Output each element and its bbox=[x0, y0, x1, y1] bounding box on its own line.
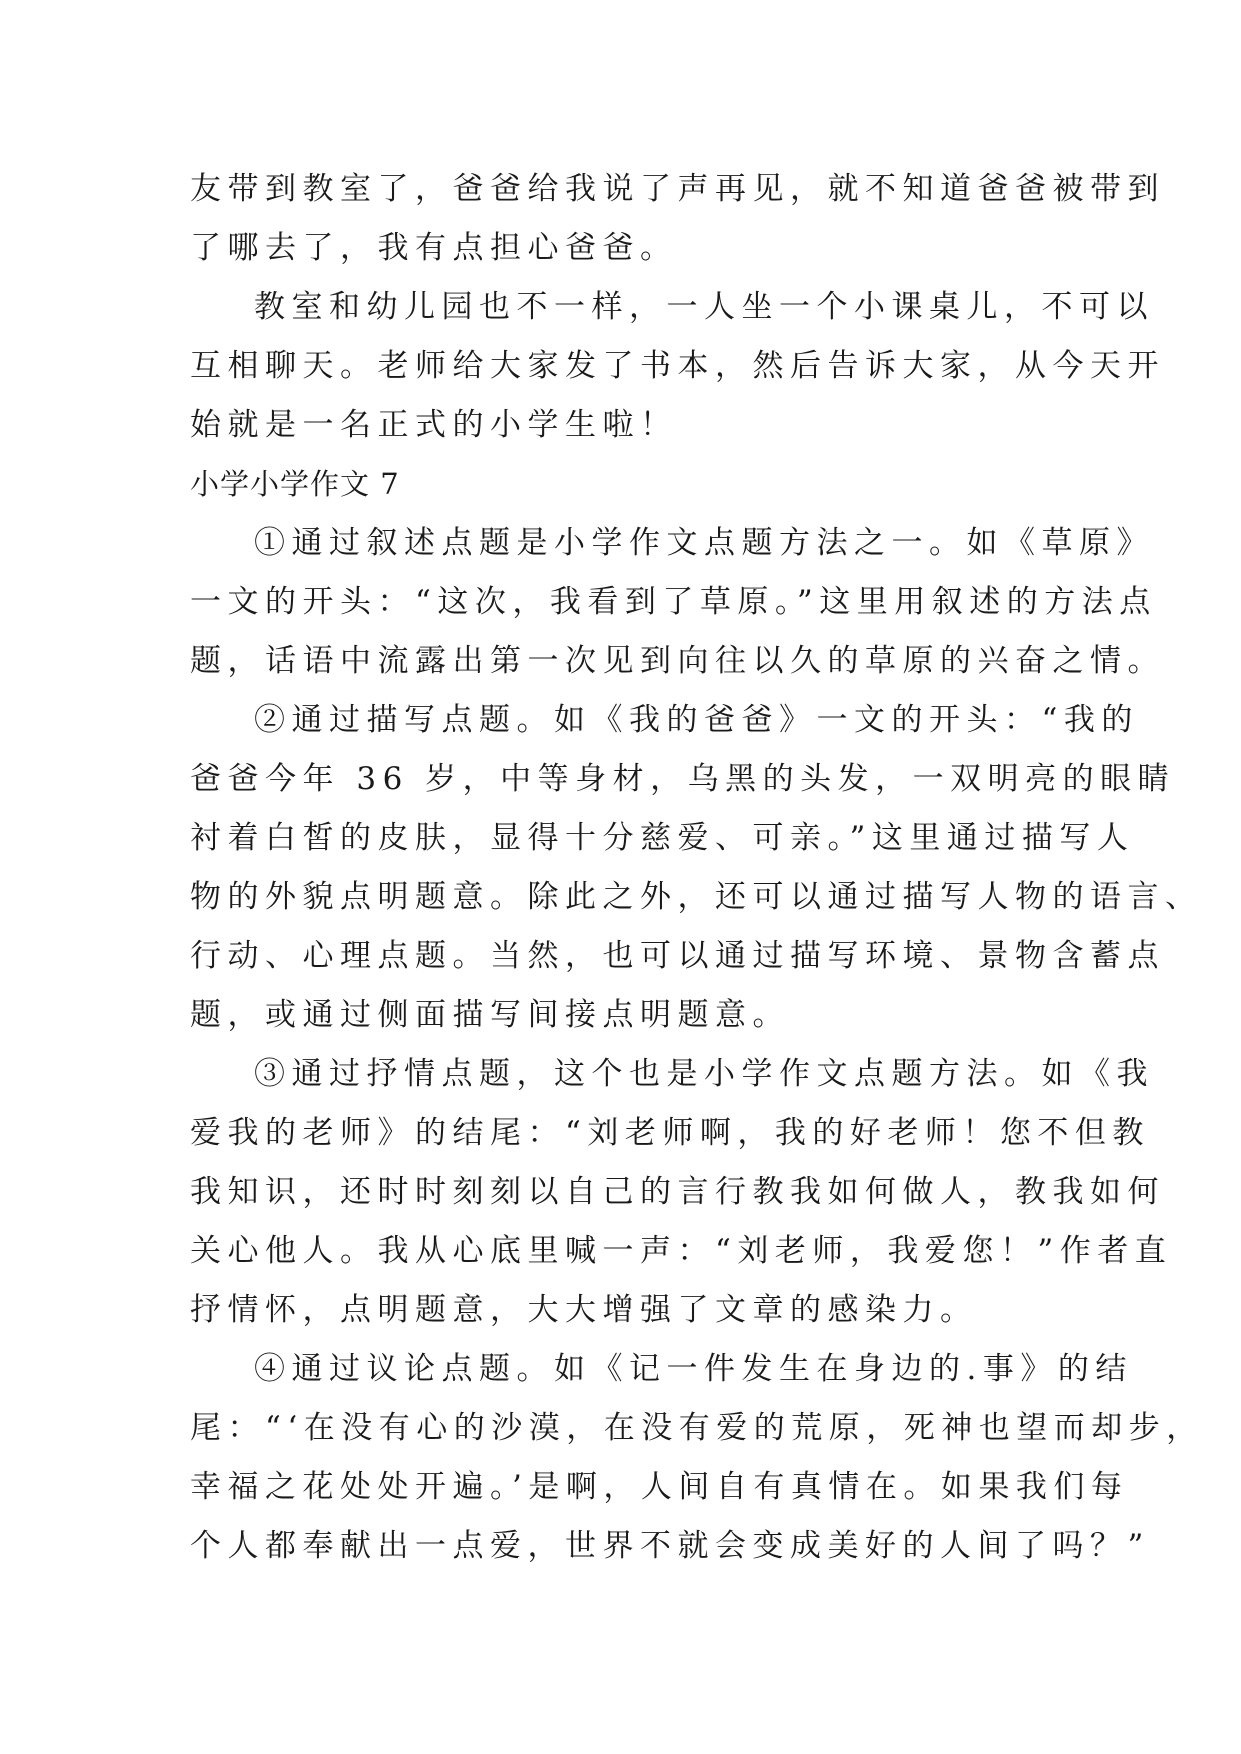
text-line: 互相聊天。老师给大家发了书本，然后告诉大家，从今天开 bbox=[190, 348, 1165, 384]
text-line: 了哪去了，我有点担心爸爸。 bbox=[190, 230, 678, 266]
text-line: 爸爸今年 36 岁，中等身材，乌黑的头发，一双明亮的眼睛 bbox=[190, 761, 1176, 797]
text-line: 题，或通过侧面描写间接点明题意。 bbox=[190, 997, 790, 1033]
text-line: 始就是一名正式的小学生啦！ bbox=[190, 407, 678, 443]
text-line: ④通过议论点题。如《记一件发生在身边的.事》的结 bbox=[254, 1351, 1133, 1387]
paragraph bbox=[190, 691, 1203, 1045]
paragraph bbox=[190, 1340, 1204, 1576]
text-line: 教室和幼儿园也不一样，一人坐一个小课桌儿，不可以 bbox=[254, 289, 1154, 325]
text-line: 关心他人。我从心底里喊一声：“刘老师，我爱您！”作者直 bbox=[190, 1233, 1173, 1269]
text-line: 尾：“‘在没有心的沙漠，在没有爱的荒原，死神也望而却步， bbox=[190, 1410, 1204, 1446]
text-line: 一文的开头：“这次，我看到了草原。”这里用叙述的方法点 bbox=[190, 584, 1157, 620]
text-line: 我知识，还时时刻刻以自己的言行教我如何做人，教我如何 bbox=[190, 1174, 1165, 1210]
text-line: 幸福之花处处开遍。’是啊，人间自有真情在。如果我们每 bbox=[190, 1469, 1129, 1505]
paragraph bbox=[190, 278, 1165, 455]
document-page bbox=[190, 160, 1204, 1576]
text-line: 抒情怀，点明题意，大大增强了文章的感染力。 bbox=[190, 1292, 978, 1328]
text-line: ①通过叙述点题是小学作文点题方法之一。如《草原》 bbox=[254, 525, 1154, 561]
paragraph bbox=[190, 160, 1165, 278]
text-line: 物的外貌点明题意。除此之外，还可以通过描写人物的语言、 bbox=[190, 879, 1203, 915]
text-line: 衬着白皙的皮肤，显得十分慈爱、可亲。”这里通过描写人 bbox=[190, 820, 1135, 856]
text-line: 题，话语中流露出第一次见到向往以久的草原的兴奋之情。 bbox=[190, 643, 1165, 679]
text-line: 行动、心理点题。当然，也可以通过描写环境、景物含蓄点 bbox=[190, 938, 1165, 974]
paragraph bbox=[190, 514, 1165, 691]
text-line: 爱我的老师》的结尾：“刘老师啊，我的好老师！您不但教 bbox=[190, 1115, 1150, 1151]
section-heading: 小学小学作文 7 bbox=[190, 467, 400, 501]
text-line: 个人都奉献出一点爱，世界不就会变成美好的人间了吗？” bbox=[190, 1528, 1150, 1564]
text-line: ③通过抒情点题，这个也是小学作文点题方法。如《我 bbox=[254, 1056, 1154, 1092]
text-line: ②通过描写点题。如《我的爸爸》一文的开头：“我的 bbox=[254, 702, 1139, 738]
paragraph bbox=[190, 1045, 1173, 1340]
text-line: 友带到教室了，爸爸给我说了声再见，就不知道爸爸被带到 bbox=[190, 171, 1165, 207]
